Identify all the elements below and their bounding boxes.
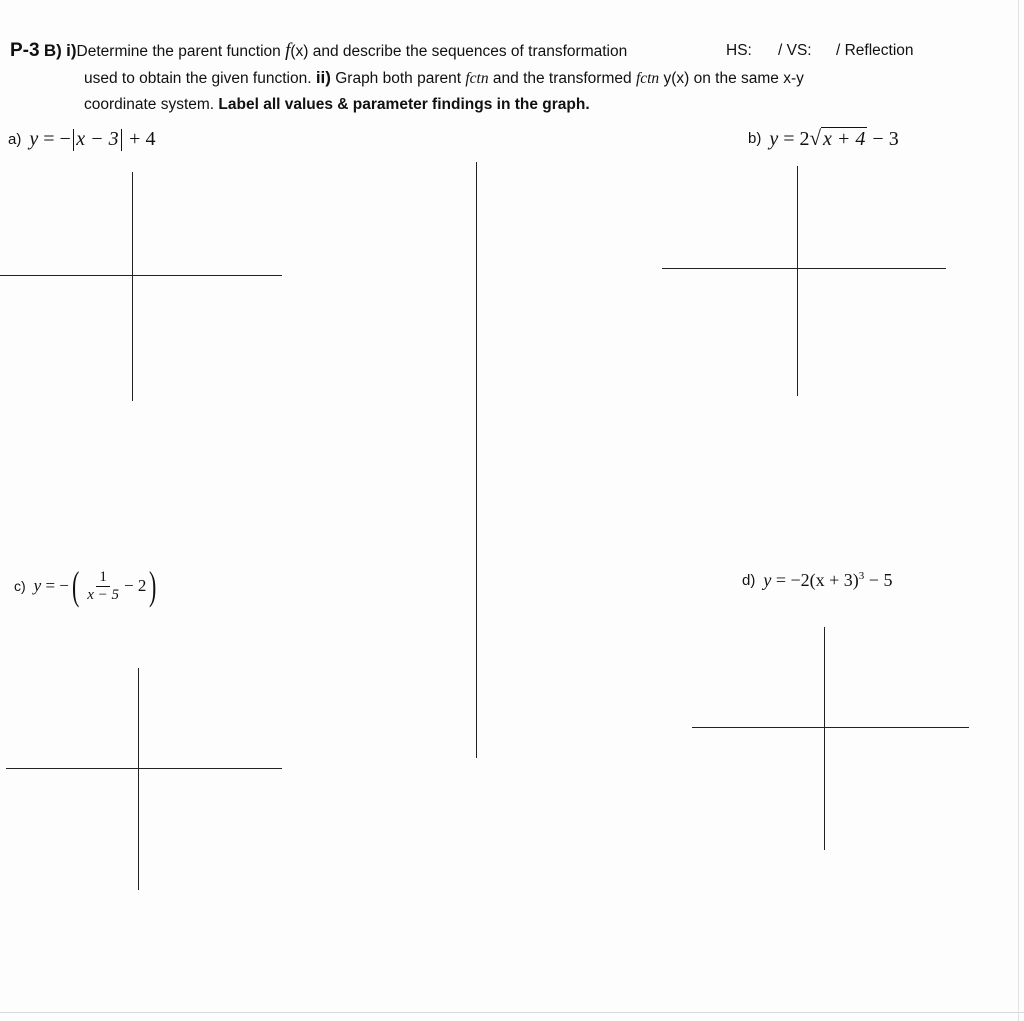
- function-arg-text: (x) and describe the sequences of transformation: [290, 43, 628, 60]
- line2-text-d: y(x) on the same x-y: [659, 70, 804, 87]
- problem-c-tail: − 2: [124, 576, 147, 595]
- problem-b-eq-end: − 3: [872, 128, 899, 150]
- graph-d-x-axis: [692, 727, 969, 728]
- center-divider-line: [476, 162, 477, 758]
- problem-b-equation: [769, 126, 898, 151]
- problem-d-equation: [763, 570, 892, 591]
- instructions-line-2: [10, 65, 930, 92]
- problem-d: [742, 570, 892, 591]
- part-ii-label: ii): [315, 68, 331, 87]
- page-right-edge: [1018, 0, 1019, 1021]
- graph-a-y-axis: [132, 172, 133, 401]
- problem-b-y: y: [769, 128, 779, 150]
- part-i-label: i): [66, 41, 77, 60]
- graph-c-x-axis: [6, 768, 282, 769]
- problem-d-tag: d): [742, 572, 756, 589]
- abs-bar-right: [121, 129, 123, 151]
- problem-c-eq-start: = −: [45, 576, 69, 595]
- graph-d-y-axis: [824, 627, 825, 850]
- problem-a: [8, 128, 155, 151]
- problem-d-eq-end: − 5: [864, 570, 893, 590]
- hs-label: HS:: [726, 42, 752, 59]
- line3-bold-text: Label all values & parameter findings in the graph.: [218, 96, 590, 113]
- problem-c-numerator: 1: [96, 569, 110, 587]
- reflection-label: / Reflection: [836, 42, 914, 59]
- function-symbol: f: [285, 40, 291, 61]
- left-paren: (: [71, 563, 80, 608]
- instructions: [10, 38, 930, 118]
- problem-a-y: y: [29, 128, 39, 150]
- instructions-line-1: [10, 38, 930, 65]
- part-b-label: B): [43, 41, 62, 60]
- line1-text: Determine the parent function: [76, 43, 286, 60]
- line2-text-b: Graph both parent: [330, 70, 466, 87]
- line3-text: coordinate system.: [84, 96, 219, 113]
- graph-b-y-axis: [797, 166, 798, 396]
- problem-a-tag: a): [8, 131, 22, 149]
- radicand: [821, 127, 867, 151]
- problem-d-eq-start: = −2(x + 3): [775, 570, 859, 590]
- problem-b-eq-start: = 2: [783, 128, 810, 150]
- problem-c-y: y: [33, 576, 42, 595]
- problem-a-inner: x − 3: [76, 128, 119, 150]
- right-paren: ): [149, 563, 157, 608]
- line2-text-a: used to obtain the given function.: [84, 70, 316, 87]
- problem-d-y: y: [763, 570, 772, 590]
- fctn-word-1: fctn: [465, 70, 489, 87]
- abs-bar-left: [73, 129, 75, 151]
- problem-c-equation: [33, 563, 160, 608]
- problem-a-eq-start: = −: [43, 128, 71, 150]
- problem-a-eq-end: + 4: [129, 128, 156, 150]
- graph-b-x-axis: [662, 268, 946, 269]
- graph-a-x-axis: [0, 275, 282, 276]
- graph-c-y-axis: [138, 668, 139, 890]
- problem-b-radicand: x + 4: [823, 128, 866, 150]
- problem-c: [14, 563, 160, 608]
- radical-sign: √: [809, 126, 822, 150]
- page-bottom-edge: [0, 1012, 1024, 1013]
- problem-c-fraction: [84, 569, 122, 604]
- problem-c-denominator: x − 5: [87, 586, 120, 603]
- problem-b: [748, 126, 899, 151]
- problem-b-tag: b): [748, 130, 762, 147]
- problem-c-tag: c): [14, 578, 26, 594]
- vs-label: / VS:: [778, 42, 812, 59]
- problem-a-equation: [29, 128, 155, 151]
- problem-d-power: 3: [858, 570, 865, 582]
- instructions-line-3: [10, 92, 930, 118]
- problem-id: P-3: [10, 40, 40, 61]
- line2-text-c: and the transformed: [488, 70, 636, 87]
- fctn-word-2: fctn: [635, 70, 660, 87]
